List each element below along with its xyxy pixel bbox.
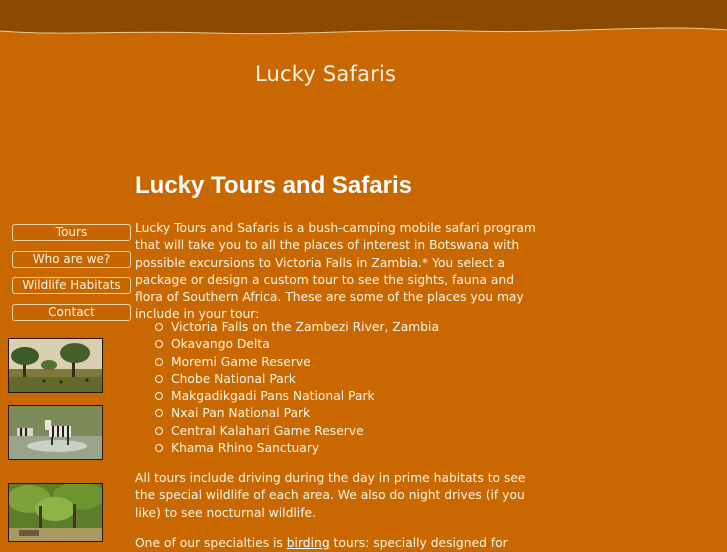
list-item: Moremi Game Reserve xyxy=(155,354,439,371)
intro-paragraph: Lucky Tours and Safaris is a bush-camping mobile safari program that will take you to all the places of interest in Botswana with possible excursions to Victoria Falls in Zambia.* You select a package or design a custom tour to see the sights, fauna and flora of Southern Africa. These are some of the places you may include in your tour: xyxy=(135,221,536,322)
circle-bullet-icon xyxy=(155,323,163,331)
woodland-camp-photo xyxy=(8,483,103,542)
list-item: Chobe National Park xyxy=(155,371,439,388)
nav-who-are-we-button[interactable]: Who are we? xyxy=(12,251,131,268)
page-heading: Lucky Tours and Safaris xyxy=(135,172,412,200)
specialty-paragraph: One of our specialties is birding tours: specially designed for xyxy=(135,536,508,550)
circle-bullet-icon xyxy=(155,340,163,348)
circle-bullet-icon xyxy=(155,392,163,400)
nav-wildlife-habitats-button[interactable]: Wildlife Habitats xyxy=(12,277,131,294)
nav-tours-button[interactable]: Tours xyxy=(12,224,131,241)
nav-contact-button[interactable]: Contact xyxy=(12,304,131,321)
birding-link[interactable]: birding xyxy=(286,536,330,550)
site-title[interactable]: Lucky Safaris xyxy=(255,62,397,86)
places-list xyxy=(155,319,439,457)
circle-bullet-icon xyxy=(155,375,163,383)
list-item: Makgadikgadi Pans National Park xyxy=(155,388,439,405)
circle-bullet-icon xyxy=(155,444,163,452)
list-item: Khama Rhino Sanctuary xyxy=(155,440,439,457)
savanna-trees-photo xyxy=(8,338,103,393)
list-item: Victoria Falls on the Zambezi River, Zambia xyxy=(155,319,439,336)
side-navigation xyxy=(12,224,131,330)
list-item: Okavango Delta xyxy=(155,336,439,353)
list-item: Nxai Pan National Park xyxy=(155,405,439,422)
circle-bullet-icon xyxy=(155,358,163,366)
header-wave-band xyxy=(0,0,727,40)
circle-bullet-icon xyxy=(155,409,163,417)
circle-bullet-icon xyxy=(155,427,163,435)
tours-description-paragraph: All tours include driving during the day in prime habitats to see the special wildlife of each area. We also do night drives (if you like) to see nocturnal wildlife. xyxy=(135,471,526,520)
zebra-photo xyxy=(8,405,103,460)
list-item: Central Kalahari Game Reserve xyxy=(155,423,439,440)
